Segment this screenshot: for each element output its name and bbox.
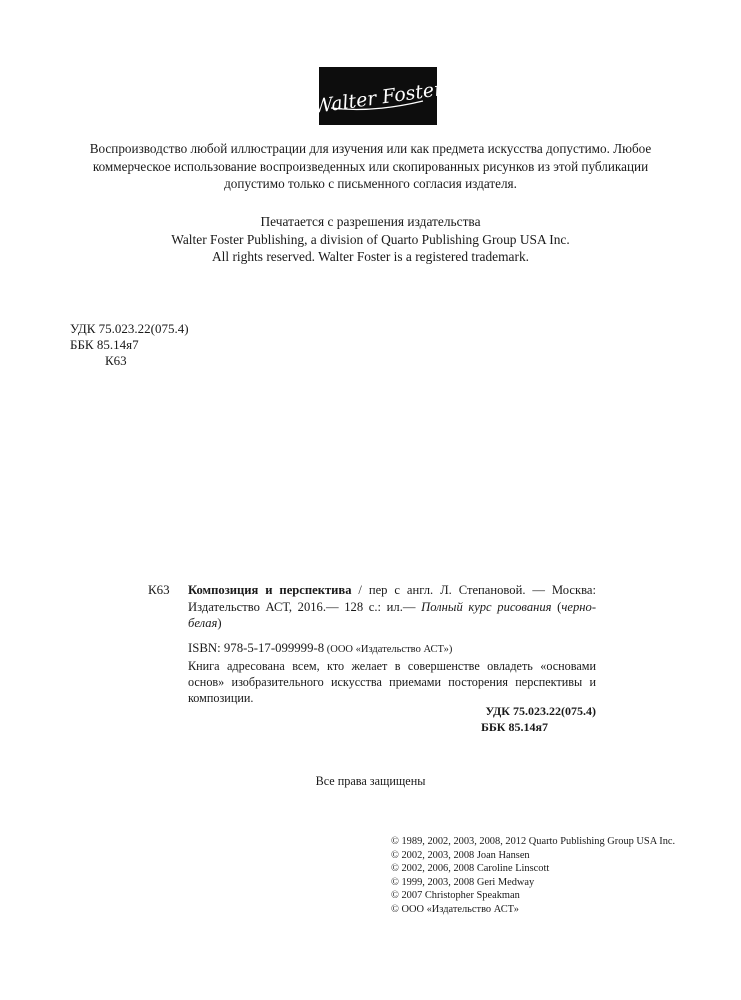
publisher-logo [312, 67, 445, 125]
author-mark: К63 [105, 353, 127, 368]
logo-text: Walter Foster [312, 78, 445, 118]
catalog-bbk: ББК 85.14я7 [480, 720, 548, 734]
permission-line: All rights reserved. Walter Foster is a registered trademark. [212, 249, 529, 264]
classification-codes [70, 321, 189, 369]
isbn-number: ISBN: 978-5-17-099999-8 [188, 641, 325, 655]
copyright-line: © 1989, 2002, 2003, 2008, 2012 Quarto Publishing Group USA Inc. [391, 836, 676, 847]
udk-code: УДК 75.023.22(075.4) [70, 321, 189, 336]
paren-close: ) [217, 616, 222, 630]
copyright-list [391, 835, 675, 916]
catalog-author-mark: К63 [148, 582, 170, 597]
bbk-code: ББК 85.14я7 [70, 337, 139, 352]
catalog-udk: УДК 75.023.22(075.4) [485, 704, 596, 718]
copyright-line: © ООО «Издательство АСТ» [391, 903, 519, 915]
reproduction-notice [0, 140, 741, 193]
notice-line: Воспроизводство любой иллюстрации для изучения или как предмета искусства допустимо. Любое [89, 141, 652, 156]
permission-notice [0, 213, 741, 266]
catalog-entry [188, 582, 596, 632]
copyright-line: © 2002, 2006, 2008 Caroline Linscott [391, 863, 550, 874]
notice-line: допустимо только с письменного согласия издателя. [224, 176, 517, 191]
series-note: черно-белая [188, 599, 597, 630]
copyright-line: © 2007 Christopher Speakman [391, 890, 520, 901]
notice-line: коммерческое использование воспроизведенных или скопированных рисунков из этой публикации [92, 158, 649, 174]
walter-foster-logo-icon [312, 73, 445, 119]
catalog-codes [380, 703, 596, 735]
rights-reserved: Все права защищены [315, 774, 426, 788]
copyright-line: © 1999, 2003, 2008 Geri Medway [391, 876, 535, 888]
isbn-publisher: (ООО «Издательство АСТ») [324, 644, 453, 655]
annotation: Книга адресована всем, кто желает в совершенстве овладеть «основами основ» изобразительного искусства приемами посторения перспективы и композиции. [188, 659, 596, 705]
permission-line: Walter Foster Publishing, a division of Quarto Publishing Group USA Inc. [171, 231, 570, 247]
permission-line: Печатается с разрешения издательства [260, 214, 481, 229]
copyright-line: © 2002, 2003, 2008 Joan Hansen [391, 849, 530, 861]
series-name: Полный курс рисования [421, 599, 552, 614]
isbn-line [188, 641, 452, 656]
entry-details: / пер с англ. Л. Степановой. — Москва: Издательство АСТ, 2016.— 128 с.: ил.— [188, 583, 596, 614]
book-title: Композиция и перспектива [188, 583, 352, 597]
paren-open: ( [551, 599, 562, 614]
